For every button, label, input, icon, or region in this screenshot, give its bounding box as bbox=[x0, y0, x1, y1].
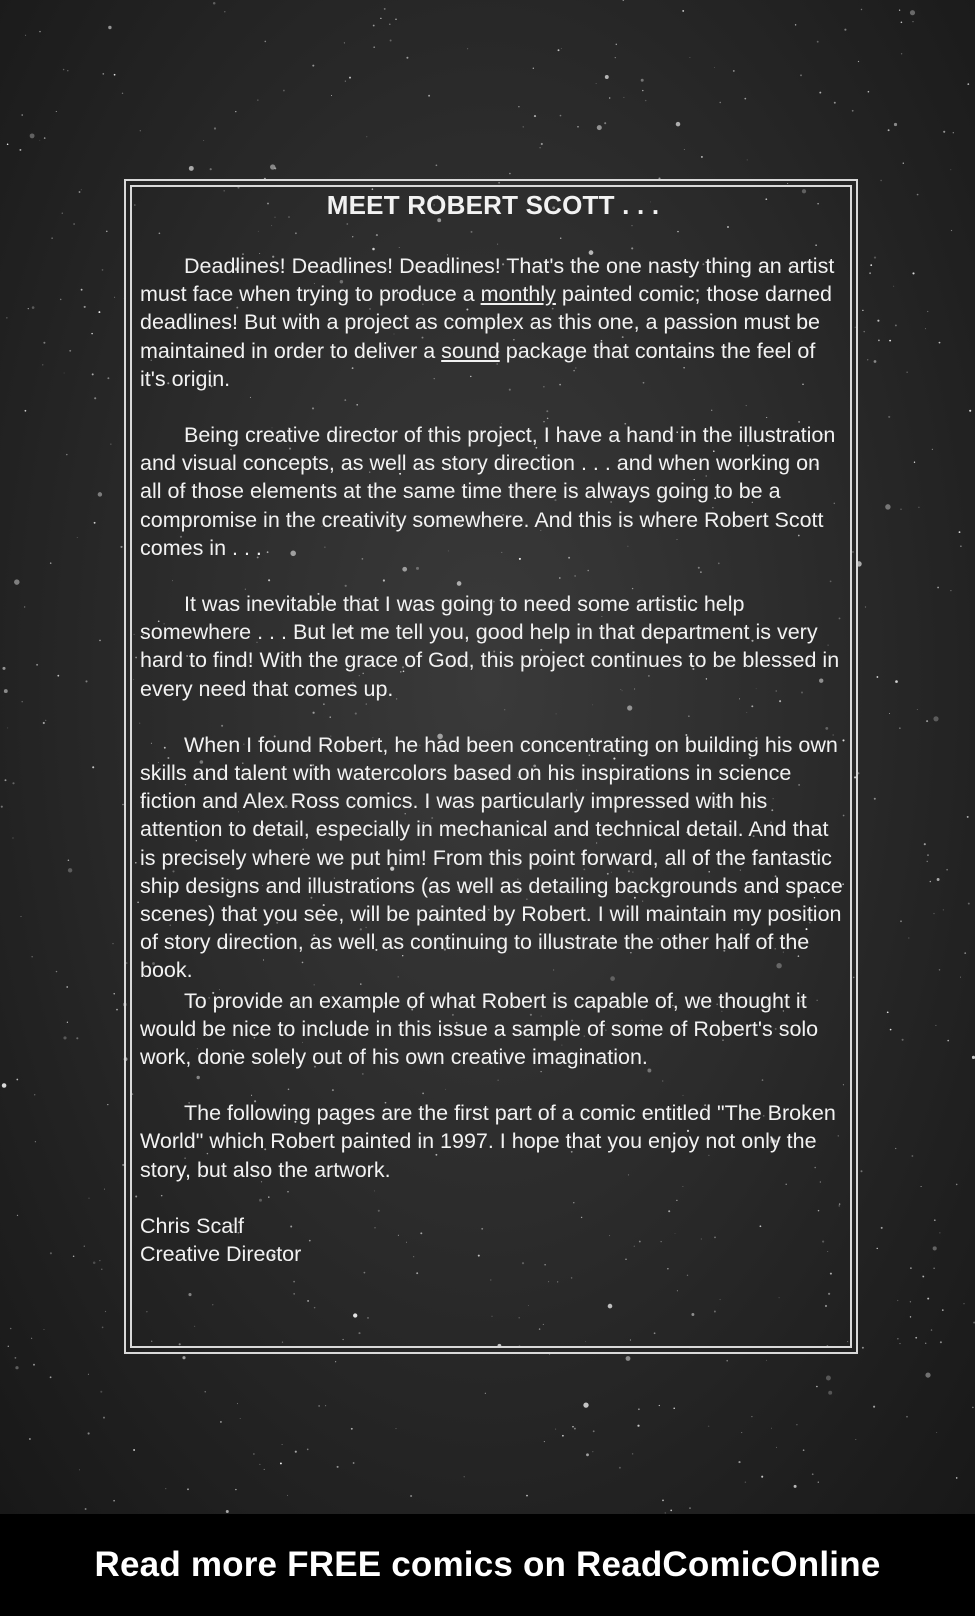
promo-banner-text[interactable]: Read more FREE comics on ReadComicOnline bbox=[94, 1545, 881, 1584]
paragraph-creative-director: Being creative director of this project, I have a hand in the illustration and visual concepts, as well as story direction . . . and when working on all of those elements at the same time there is always going to be a compromise in the creativity somewhere. And this is where Robert Scott comes in . . . bbox=[140, 423, 836, 560]
promo-banner[interactable] bbox=[0, 1514, 975, 1616]
signature-name: Chris Scalf bbox=[140, 1213, 244, 1238]
signature-role: Creative Director bbox=[140, 1242, 302, 1267]
underlined-word-sound: sound bbox=[441, 338, 500, 363]
paragraph-found-robert: When I found Robert, he had been concentrating on building his own skills and talent with watercolors based on his inspirations in science fiction and Alex Ross comics. I was particularly impressed with his attention to detail, especially in mechanical and technical detail. And that is precisely where we put him! From this point forward, all of the fantastic ship designs and illustrations (as well as detailing backgrounds and space scenes) that you see, will be painted by Robert. I will maintain my position of story direction, as well as continuing to illustrate the other half of the book. bbox=[140, 732, 843, 983]
paragraph-example: To provide an example of what Robert is capable of, we thought it would be nice to include in this issue a sample of some of Robert's solo work, done solely out of his own creative imagination. bbox=[140, 988, 819, 1070]
paragraph-text: Deadlines! Deadlines! Deadlines! That's the one nasty thing an artist must face when trying to produce a bbox=[140, 254, 835, 307]
signature-block bbox=[140, 1212, 846, 1269]
paragraph-text: painted comic; those darned deadlines! But with a project as complex as this one, a passion must be maintained in order to deliver a bbox=[140, 282, 832, 363]
underlined-word-monthly: monthly bbox=[480, 282, 556, 307]
letter-title: MEET ROBERT SCOTT . . . bbox=[326, 190, 660, 220]
paragraph-text: package that contains the feel of it's origin. bbox=[140, 338, 816, 391]
letter-body bbox=[140, 188, 846, 1269]
paragraph-artistic-help: It was inevitable that I was going to need some artistic help somewhere . . . But let me tell you, good help in that department is very hard to find! With the grace of God, this project continues to be blessed in every need that comes up. bbox=[140, 592, 840, 701]
paragraph-deadlines bbox=[140, 252, 846, 393]
paragraph-broken-world: The following pages are the first part of a comic entitled "The Broken World" which Robert painted in 1997. I hope that you enjoy not only the story, but also the artwork. bbox=[140, 1101, 836, 1182]
